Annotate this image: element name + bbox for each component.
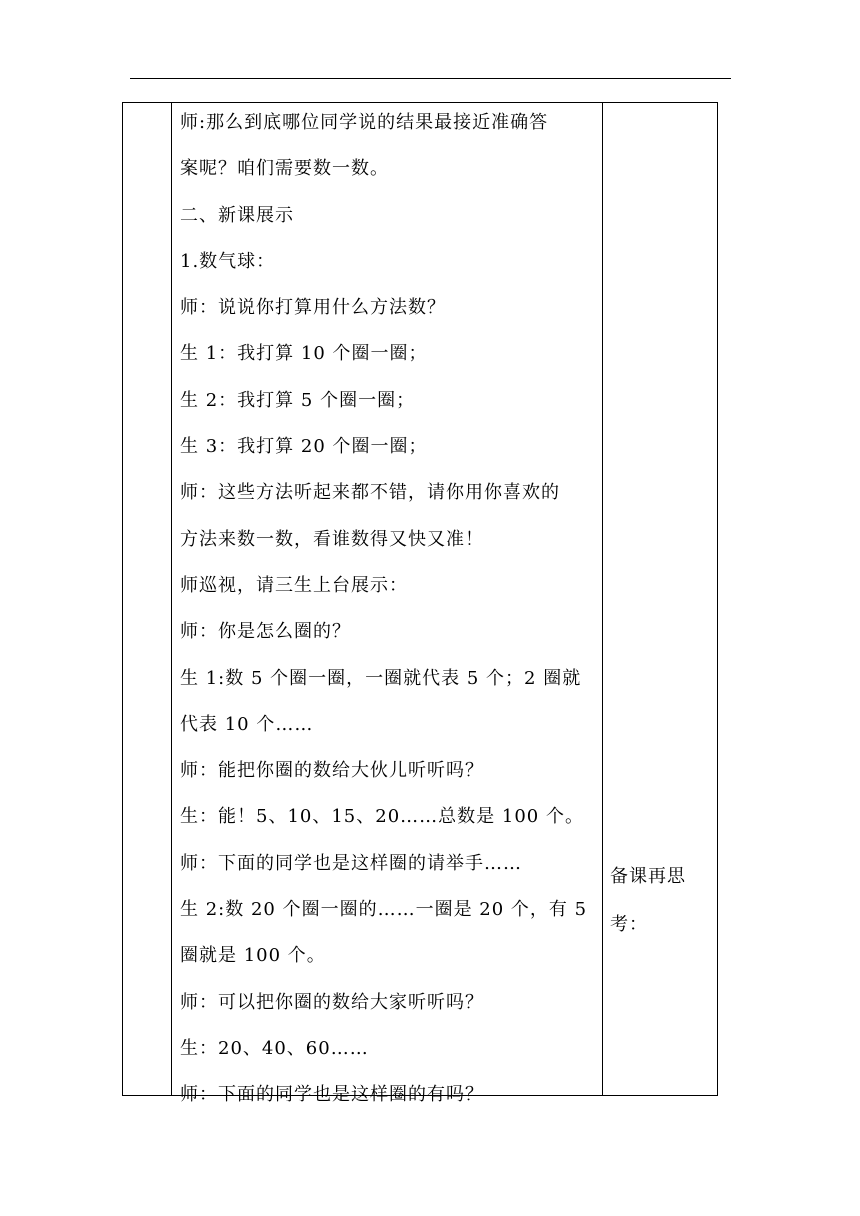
reflection-note-cell: [610, 866, 710, 936]
lesson-line: 师：这些方法听起来都不错，请你用你喜欢的: [180, 482, 560, 504]
lesson-line: 师：能把你圈的数给大伙儿听听吗？: [180, 760, 484, 782]
lesson-line: 师：下面的同学也是这样圈的有吗？: [180, 1084, 484, 1106]
lesson-line: 师：下面的同学也是这样圈的请举手……: [180, 852, 522, 874]
column-divider-right: [602, 103, 603, 1095]
lesson-line: 生 2:数 20 个圈一圈的……一圈是 20 个，有 5: [180, 899, 588, 921]
column-divider-left: [171, 103, 172, 1095]
header-rule: [130, 78, 731, 79]
subsection-heading: 1.数气球：: [180, 250, 276, 272]
reflection-note-line-1: 备课再思: [610, 866, 686, 887]
lesson-line: 案呢？咱们需要数一数。: [180, 158, 389, 180]
lesson-line: 师：说说你打算用什么方法数？: [180, 297, 446, 319]
section-heading: 二、新课展示: [180, 204, 294, 226]
lesson-line: 生 1:数 5 个圈一圈，一圈就代表 5 个；2 圈就: [180, 667, 582, 689]
lesson-line: 师:那么到底哪位同学说的结果最接近准确答: [180, 112, 549, 133]
lesson-line: 生 1：我打算 10 个圈一圈；: [180, 343, 428, 365]
lesson-line: 师：你是怎么圈的？: [180, 621, 351, 643]
lesson-line: 师巡视，请三生上台展示：: [180, 574, 408, 596]
reflection-note-line-2: 考：: [610, 914, 648, 935]
lesson-line: 生：20、40、60……: [180, 1037, 369, 1059]
lesson-line: 生 3：我打算 20 个圈一圈；: [180, 436, 428, 458]
lesson-line: 师：可以把你圈的数给大家听听吗？: [180, 991, 484, 1013]
lesson-line: 生：能！5、10、15、20……总数是 100 个。: [180, 806, 584, 828]
lesson-plan-table: [122, 102, 718, 1106]
lesson-line: 代表 10 个……: [180, 713, 314, 735]
lesson-line: 生 2：我打算 5 个圈一圈；: [180, 389, 416, 411]
lesson-line: 方法来数一数，看谁数得又快又准！: [180, 528, 484, 550]
lesson-content-cell: [180, 112, 596, 1131]
lesson-line: 圈就是 100 个。: [180, 945, 326, 967]
